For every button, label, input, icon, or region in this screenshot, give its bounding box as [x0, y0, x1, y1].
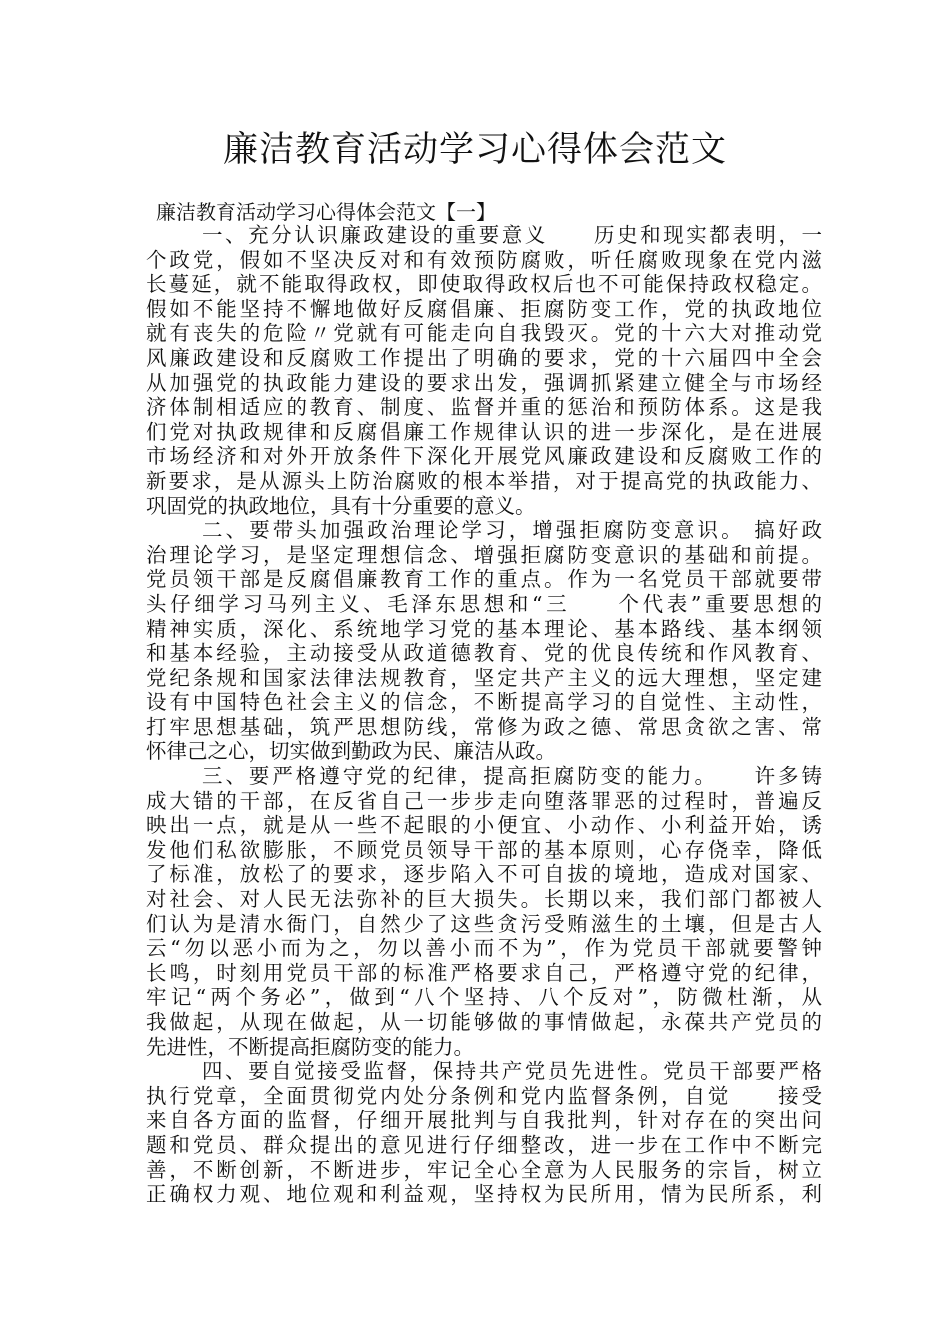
text-line: 和基本经验，主动接受从政道德教育、党的优良传统和作风教育、: [146, 641, 822, 666]
text-line: 四、要自觉接受监督，保持共产党员先进性。党员干部要严格: [202, 1059, 822, 1084]
text-line: 三、要严格遵守党的纪律，提高拒腐防变的能力。 许多铸: [202, 764, 822, 789]
text-line: 巩固党的执政地位，具有十分重要的意义。: [146, 493, 536, 518]
document-body: [146, 223, 822, 1207]
paragraph-2: [146, 518, 822, 764]
text-line: 善，不断创新，不断进步，牢记全心全意为人民服务的宗旨，树立: [146, 1157, 822, 1182]
paragraph-4: [146, 1059, 822, 1207]
paragraph-3: [146, 764, 822, 1059]
text-line: 从加强党的执政能力建设的要求出发，强调抓紧建立健全与市场经: [146, 370, 822, 395]
text-line: 新要求，是从源头上防治腐败的根本举措，对于提高党的执政能力、: [146, 468, 822, 493]
document-title: 廉洁教育活动学习心得体会范文: [222, 130, 727, 170]
text-line: 就有丧失的危险〃党就有可能走向自我毁灭。党的十六大对推动党: [146, 321, 822, 346]
text-line: 牢记“两个务必”，做到“八个坚持、八个反对”，防微杜渐，从: [146, 985, 822, 1010]
text-line: 风廉政建设和反腐败工作提出了明确的要求，党的十六届四中全会: [146, 345, 822, 370]
text-line: 了标准，放松了的要求，逐步陷入不可自拔的境地，造成对国家、: [146, 862, 822, 887]
text-line: 成大错的干部，在反省自己一步步走向堕落罪恶的过程时，普遍反: [146, 788, 822, 813]
text-line: 长蔓延，就不能取得政权，即使取得政权后也不可能保持政权稳定。: [146, 272, 822, 297]
text-line: 打牢思想基础，筑严思想防线，常修为政之德、常思贪欲之害、常: [146, 714, 822, 739]
text-line: 市场经济和对外开放条件下深化开展党风廉政建设和反腐败工作的: [146, 444, 822, 469]
text-line: 假如不能坚持不懈地做好反腐倡廉、拒腐防变工作，党的执政地位: [146, 296, 822, 321]
text-line: 映出一点，就是从一些不起眼的小便宜、小动作、小利益开始，诱: [146, 813, 822, 838]
text-line: 治理论学习，是坚定理想信念、增强拒腐防变意识的基础和前提。: [146, 542, 822, 567]
paragraph-1: [146, 223, 822, 518]
text-line: 先进性，不断提高拒腐防变的能力。: [146, 1034, 474, 1059]
text-line: 我做起，从现在做起，从一切能够做的事情做起，永葆共产党员的: [146, 1010, 822, 1034]
text-line: 济体制相适应的教育、制度、监督并重的惩治和预防体系。这是我: [146, 395, 822, 420]
text-line: 头仔细学习马列主义、毛泽东思想和“三 个代表”重要思想的: [146, 591, 822, 616]
text-line: 党员领干部是反腐倡廉教育工作的重点。作为一名党员干部就要带: [146, 567, 822, 592]
text-line: 精神实质，深化、系统地学习党的基本理论、基本路线、基本纲领: [146, 616, 822, 641]
text-line: 们党对执政规律和反腐倡廉工作规律认识的进一步深化，是在进展: [146, 419, 822, 444]
text-line: 二、要带头加强政治理论学习，增强拒腐防变意识。 搞好政: [202, 518, 822, 543]
text-line: 设有中国特色社会主义的信念，不断提高学习的自觉性、主动性，: [146, 690, 822, 715]
text-line: 云“勿以恶小而为之，勿以善小而不为”，作为党员干部就要警钟: [146, 936, 822, 961]
text-line: 个政党，假如不坚决反对和有效预防腐败，听任腐败现象在党内滋: [146, 247, 822, 272]
text-line: 发他们私欲膨胀，不顾党员领导干部的基本原则，心存侥幸，降低: [146, 837, 822, 862]
text-line: 一、充分认识廉政建设的重要意义 历史和现实都表明，一: [202, 223, 822, 247]
text-line: 题和党员、群众提出的意见进行仔细整改，进一步在工作中不断完: [146, 1132, 822, 1157]
text-line: 来自各方面的监督，仔细开展批判与自我批判，针对存在的突出问: [146, 1108, 822, 1133]
text-line: 执行党章，全面贯彻党内处分条例和党内监督条例，自觉 接受: [146, 1083, 822, 1108]
document-subtitle: 廉洁教育活动学习心得体会范文【一】: [156, 200, 496, 224]
text-line: 党纪条规和国家法律法规教育，坚定共产主义的远大理想，坚定建: [146, 665, 822, 690]
text-line: 们认为是清水衙门，自然少了这些贪污受贿滋生的土壤，但是古人: [146, 911, 822, 936]
text-line: 长鸣，时刻用党员干部的标准严格要求自己，严格遵守党的纪律，: [146, 960, 822, 985]
text-line: 正确权力观、地位观和利益观，坚持权为民所用，情为民所系，利: [146, 1182, 822, 1207]
text-line: 怀律己之心，切实做到勤政为民、廉洁从政。: [146, 739, 556, 764]
text-line: 对社会、对人民无法弥补的巨大损失。长期以来，我们部门都被人: [146, 887, 822, 912]
